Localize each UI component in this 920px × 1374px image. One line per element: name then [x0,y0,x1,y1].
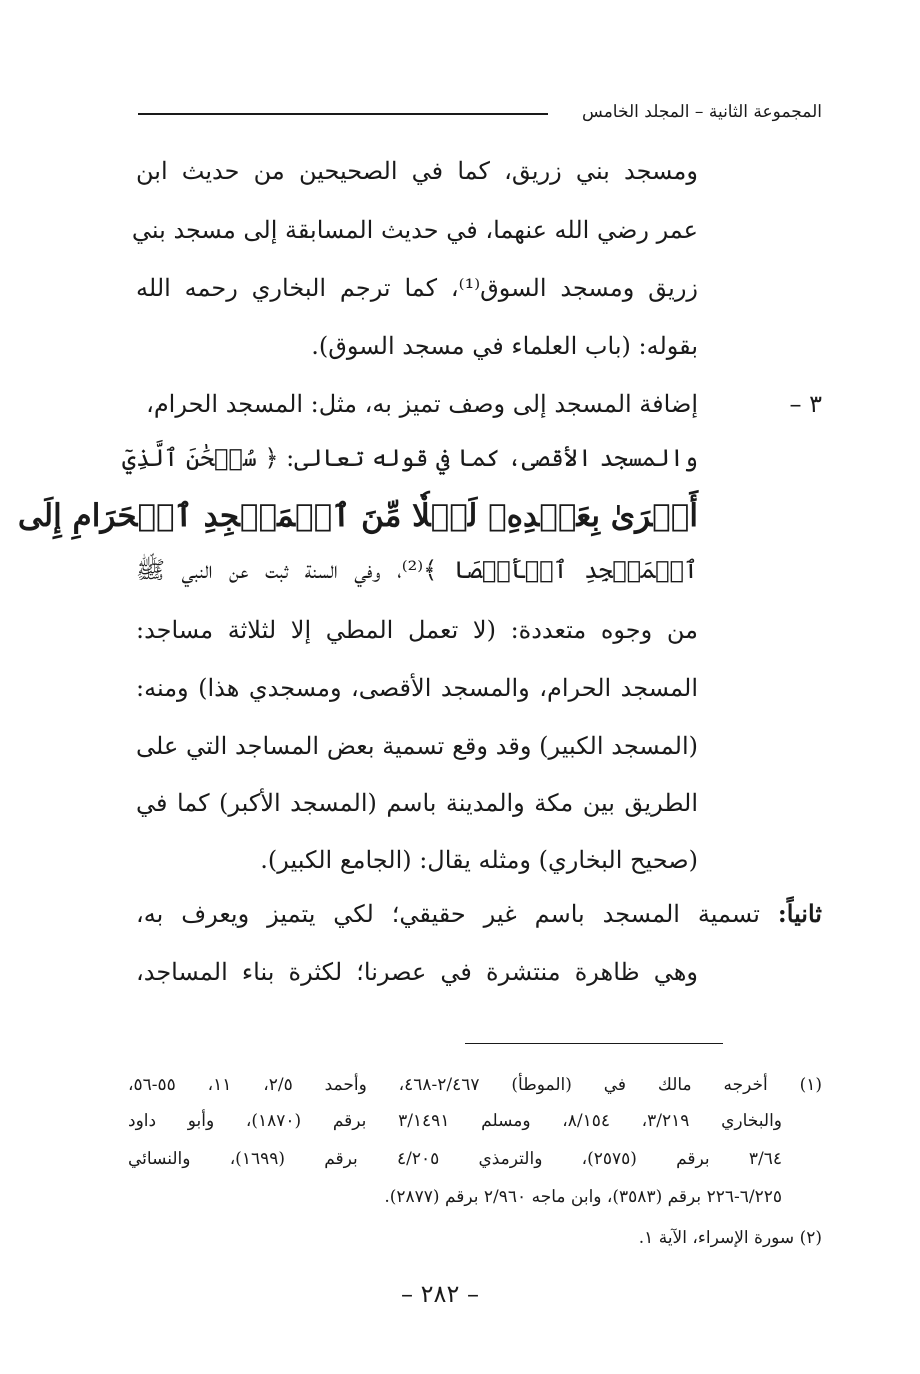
footnote-1-line-3: ٣/٦٤ برقم (٢٥٧٥)، والترمذي ٤/٢٠٥ برقم (١٦٩٩)، والنسائي [128,1149,782,1169]
quran-verse-line: أَسۡرَىٰ بِعَبۡدِهِۦ لَيۡلٗا مِّنَ ٱلۡمَسۡجِدِ ٱلۡحَرَامِ إِلَى [17,498,698,534]
body-line-15: وهي ظاهرة منتشرة في عصرنا؛ لكثرة بناء المساجد، [136,958,698,986]
header-rule [138,113,548,115]
running-header: المجموعة الثانية – المجلد الخامس [582,102,822,122]
body-line-1: ومسجد بني زريق، كما في الصحيحين من حديث ابن [136,157,698,185]
footnote-1-line-2: والبخاري ٣/٢١٩، ٨/١٥٤، ومسلم ٣/١٤٩١ برقم (١٨٧٠)، وأبو داود [128,1111,783,1131]
body-line-11: (المسجد الكبير) وقد وقع تسمية بعض المساجد التي على [136,732,698,760]
footnote-separator [465,1043,723,1044]
body-line-5: إضافة المسجد إلى وصف تميز به، مثل: المسجد الحرام، [146,390,698,418]
body-line-14: تسمية المسجد باسم غير حقيقي؛ لكي يتميز ويعرف به، [136,900,760,928]
page-number: – ٢٨٢ – [401,1280,479,1308]
body-line-9: من وجوه متعددة: (لا تعمل المطي إلا لثلاثة مساجد: [136,616,698,644]
footnote-1-line-1: (١) أخرجه مالك في (الموطأ) ٢/٤٦٧-٤٦٨، وأحمد ٢/٥، ١١، ٥٥-٥٦، [128,1075,823,1095]
body-line-8: ٱلۡمَسۡجِدِ ٱلۡأَقۡصَا ﴾⁽²⁾، وفي السنة ثبت عن النبي ﷺ [136,556,698,584]
body-line-3: زريق ومسجد السوق⁽¹⁾، كما ترجم البخاري رحمه الله [136,274,698,302]
body-line-4: بقوله: (باب العلماء في مسجد السوق). [311,332,698,360]
section-heading-line [136,896,822,932]
body-line-12: الطريق بين مكة والمدينة باسم (المسجد الأكبر) كما في [136,789,698,817]
thaniyan-label: ثانياً: [777,899,822,928]
body-line-2: عمر رضي الله عنهما، في حديث المسابقة إلى مسجد بني [131,216,698,244]
body-line-10: المسجد الحرام، والمسجد الأقصى، ومسجدي هذا) ومنه: [136,674,698,702]
body-line-13: (صحيح البخاري) ومثله يقال: (الجامع الكبير). [260,846,698,874]
footnote-1-line-4: ٦/٢٢٥-٢٢٦ برقم (٣٥٨٣)، وابن ماجه ٢/٩٦٠ برقم (٢٨٧٧). [384,1187,782,1207]
item-number: ٣ – [789,390,822,418]
footnote-2: (٢) سورة الإسراء، الآية ١. [638,1228,822,1248]
body-line-6: والمسجد الأقصى، كما في قوله تعالى: ﴿ سُبۡحَٰنَ ٱلَّذِيٓ [121,444,698,472]
